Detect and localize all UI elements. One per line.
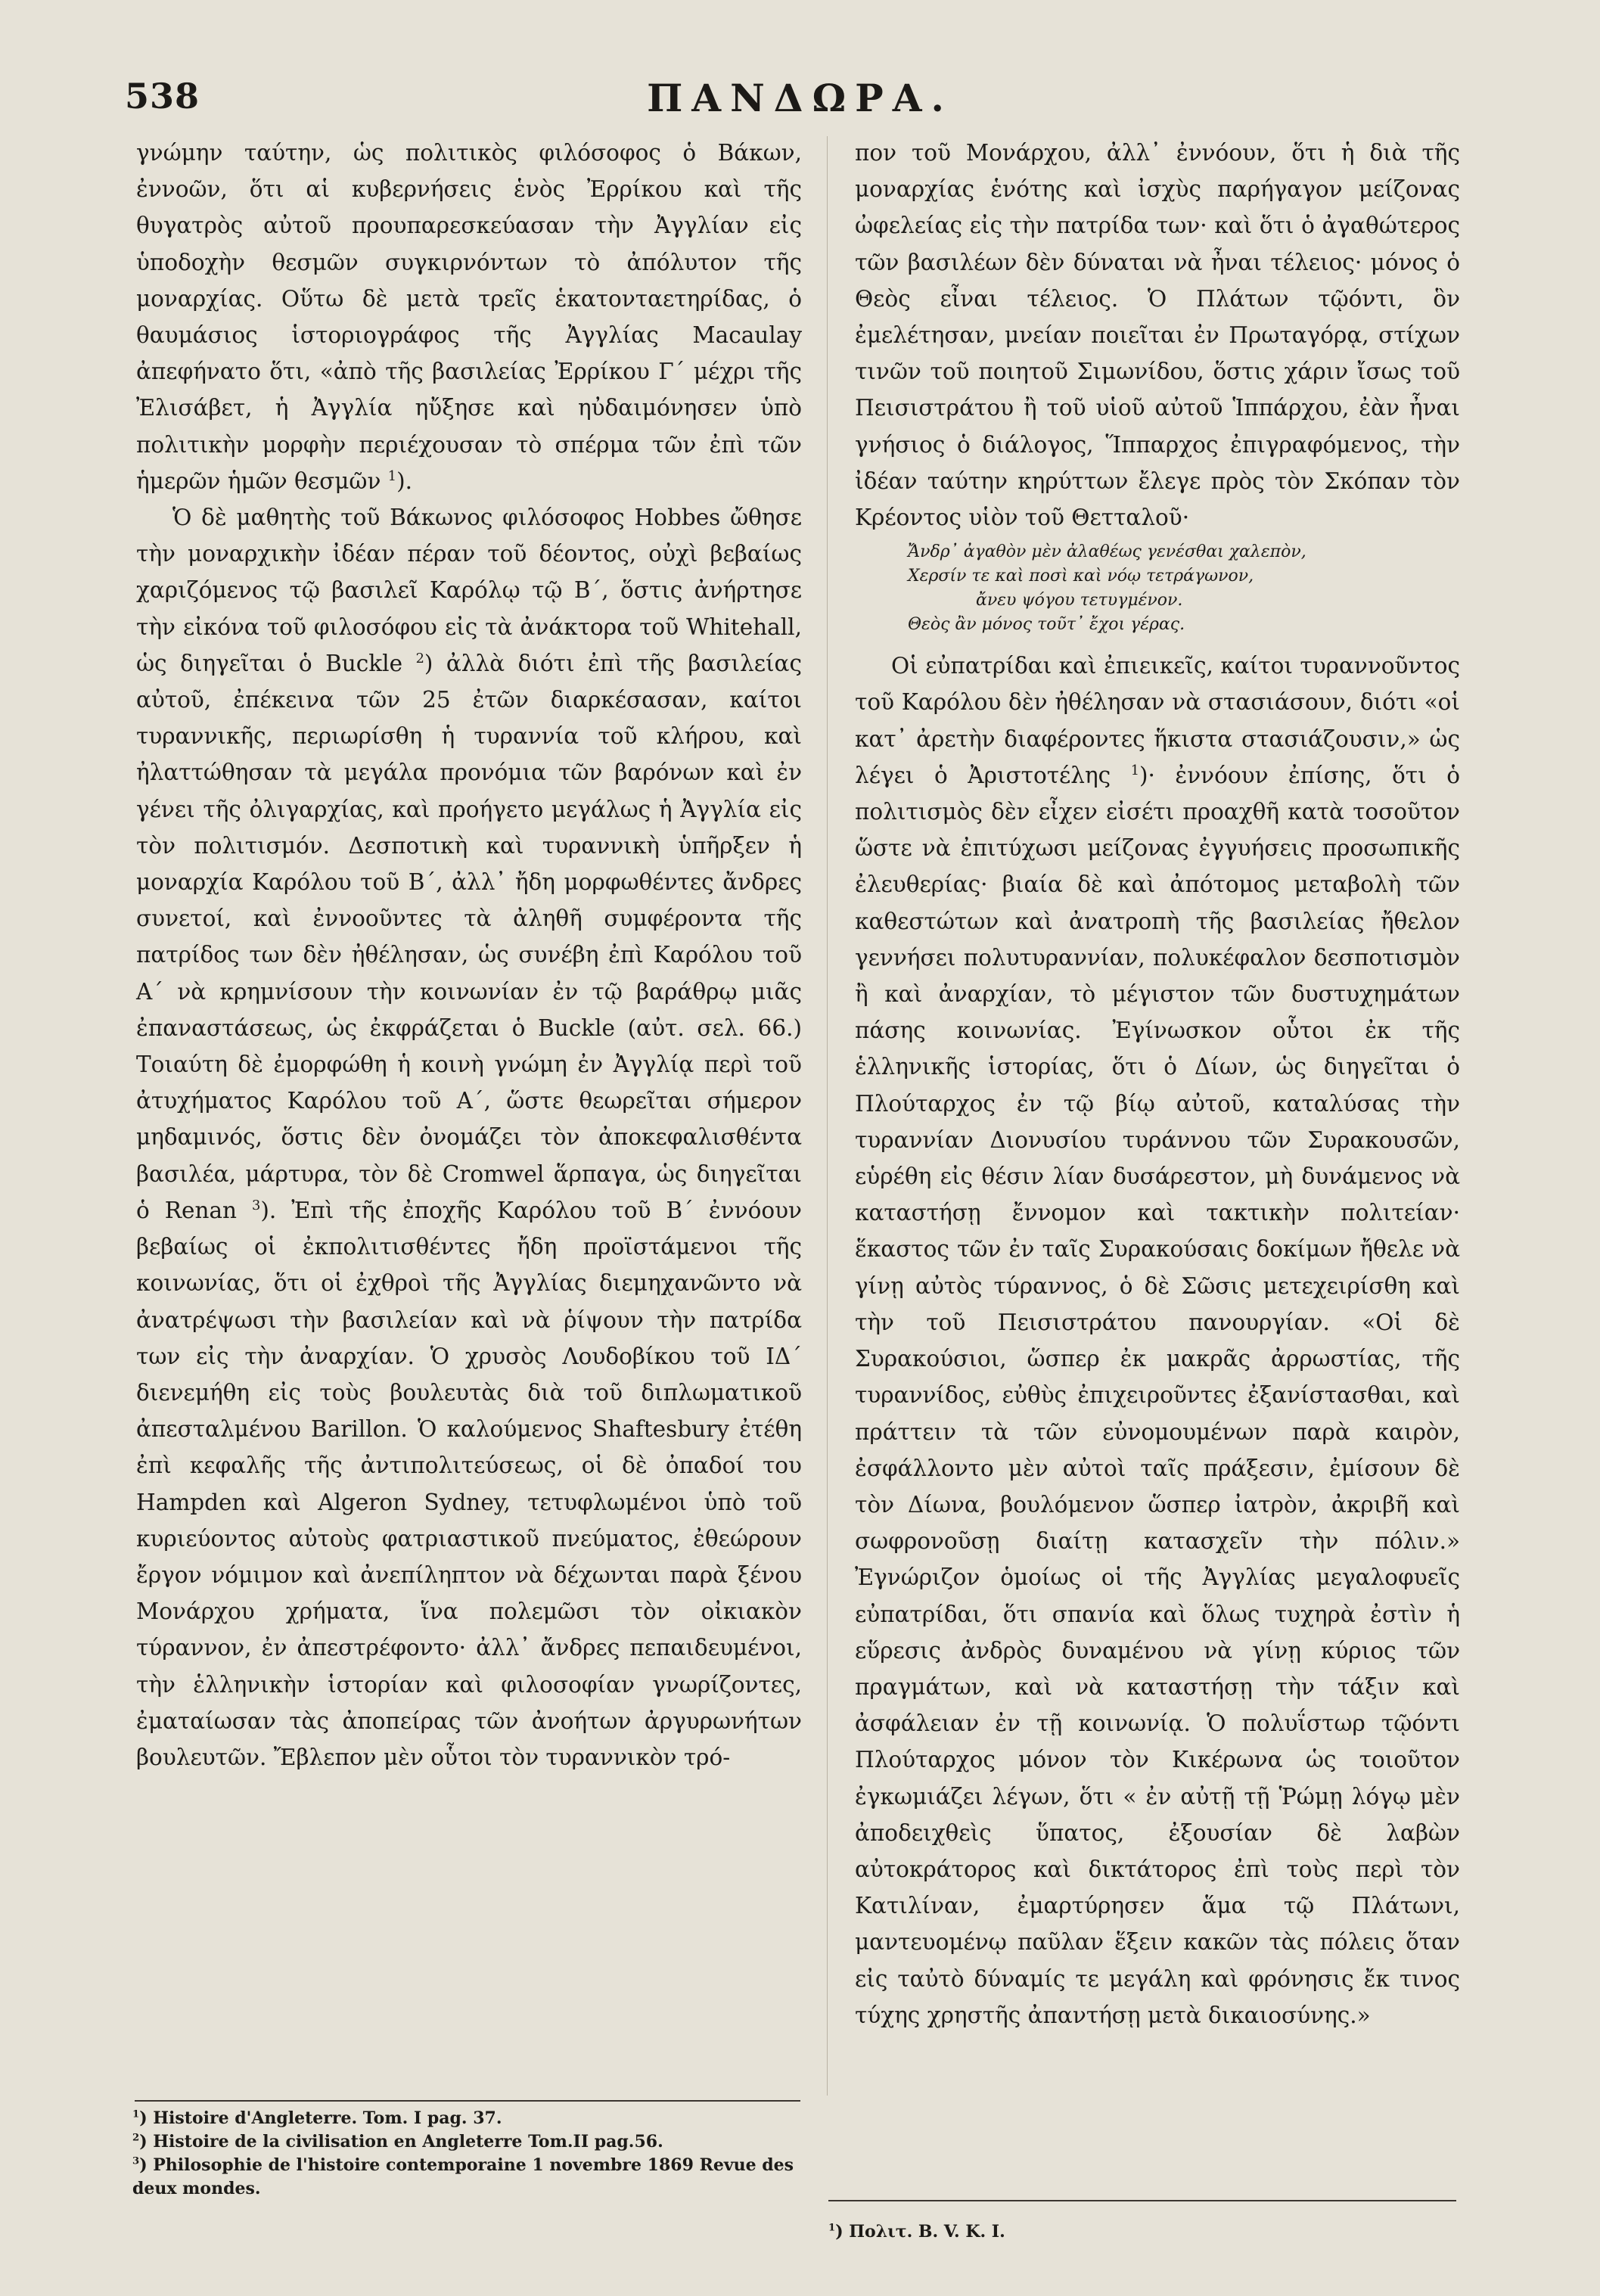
page-header [0,76,1600,129]
footnote-ref: 3 [252,1198,261,1214]
footnotes-right [828,2220,1464,2244]
footnotes-left [132,2107,798,2201]
footnote-ref: 2 [415,651,424,667]
verse-line: Χερσίν τε καὶ ποσὶ καὶ νόῳ τετράγωνον, [908,567,1254,586]
right-paragraph-2: Οἱ εὐπατρίδαι καὶ ἐπιεικεῖς, καίτοι τυραννοῦντος τοῦ Καρόλου δὲν ἠθέλησαν νὰ στασιάσουν, διότι «οἱ κατ᾽ ἀρετὴν διαφέροντες ἥκιστα στασιάζουσιν,» ὡς λέγει ὁ Ἀριστοτέλης $^1$)· ἐννόουν ἐπίσης, ὅτι ὁ πολιτισμὸς δὲν εἶχεν εἰσέτι προαχθῆ κατὰ τοσοῦτον ὥστε νὰ ἐπιτύχωσι μείζονας ἐγγυήσεις προσωπικῆς ἐλευθερίας· βιαία δὲ καὶ ἀπότομος μεταβολὴ τῶν καθεστώτων καὶ ἀνατροπὴ τῆς βασιλείας ἤθελον γεννήσει πολυτυραννίαν, πολυκέφαλον δεσποτισμὸν ἢ καὶ ἀναρχίαν, τὸ μέγιστον τῶν δυστυχημάτων πάσης κοινωνίας. Ἐγίνωσκον οὗτοι ἐκ τῆς ἑλληνικῆς ἱστορίας, ὅτι ὁ Δίων, ὡς διηγεῖται ὁ Πλούταρχος ἐν τῷ βίῳ αὐτοῦ, καταλύσας τὴν τυραννίαν Διονυσίου τυράννου τῶν Συρακουσῶν, εὑρέθη εἰς θέσιν λίαν δυσάρεστον, μὴ δυνάμενος νὰ καταστήσῃ ἔννομον καὶ τακτικὴν πολιτείαν· ἕκαστος τῶν ἐν ταῖς Συρακούσαις δοκίμων ἤθελε νὰ γίνῃ αὐτὸς τύραννος, ὁ δὲ Σῶσις μετεχειρίσθη καὶ τὴν τοῦ Πεισιστράτου πανουργίαν. «Οἱ δὲ Συρακούσιοι, ὥσπερ ἐκ μακρᾶς ἀρρωστίας, τῆς τυραννίδος, εὐθὺς ἐπιχειροῦντες ἐξανίστασθαι, καὶ πράττειν τὰ τῶν εὐνομουμένων παρὰ καιρὸν, ἐσφάλλοντο μὲν αὐτοὶ ταῖς πράξεσιν, ἐμίσουν δὲ τὸν Δίωνα, βουλόμενον ὥσπερ ἰατρὸν, ἀκριβῆ καὶ σωφρονοῦσῃ διαίτῃ κατασχεῖν τὴν πόλιν.» Ἐγνώριζον ὁμοίως οἱ τῆς Ἀγγλίας μεγαλοφυεῖς εὐπατρίδαι, ὅτι σπανία καὶ ὅλως τυχηρὰ ἐστὶν ἡ εὕρεσις ἀνδρὸς δυναμένου νὰ γίνῃ κύριος τῶν πραγμάτων, καὶ νὰ καταστήσῃ τὴν τάξιν καὶ ἀσφάλειαν ἐν τῇ κοινωνίᾳ. Ὁ πολυΐστωρ τῷόντι Πλούταρχος μόνον τὸν Κικέρωνα ὡς τοιοῦτον ἐγκωμιάζει λέγων, ὅτι « ἐν αὐτῇ τῇ Ῥώμῃ λόγῳ μὲν ἀποδειχθεὶς ὕπατος, ἐξουσίαν δὲ λαβὼν αὐτοκράτορος καὶ δικτάτορος ἐπὶ τοὺς περὶ τὸν Κατιλίναν, ἐμαρτύρησεν ἅμα τῷ Πλάτωνι, μαντευομένῳ παῦλαν ἕξειν κακῶν τὰς πόλεις ὅταν εἰς ταὐτὸ δύναμίς τε μεγάλη καὶ φρόνησις ἔκ τινος τύχης χρηστῆς ἀπαντήσῃ μετὰ δικαιοσύνης.» [855,653,1460,2028]
left-paragraph-2: Ὁ δὲ μαθητὴς τοῦ Βάκωνος φιλόσοφος Hobbes ὤθησε τὴν μοναρχικὴν ἰδέαν πέραν τοῦ δέοντος, οὐχὶ βεβαίως χαριζόμενος τῷ βασιλεῖ Καρόλῳ τῷ Β΄, ὅστις ἀνήρτησε τὴν εἰκόνα τοῦ φιλοσόφου εἰς τὰ ἀνάκτορα τοῦ Whitehall, ὡς διηγεῖται ὁ Buckle $^2$) ἀλλὰ διότι ἐπὶ τῆς βασιλείας αὐτοῦ, ἐπέκεινα τῶν 25 ἐτῶν διαρκέσασαν, καίτοι τυραννικῆς, περιωρίσθη ἡ τυραννία τοῦ κλήρου, καὶ ἠλαττώθησαν τὰ μεγάλα προνόμια τῶν βαρόνων καὶ ἐν γένει τῆς ὀλιγαρχίας, καὶ προήγετο μεγάλως ἡ Ἀγγλία εἰς τὸν πολιτισμόν. Δεσποτικὴ καὶ τυραννικὴ ὑπῆρξεν ἡ μοναρχία Καρόλου τοῦ Β΄, ἀλλ᾽ ἤδη μορφωθέντες ἄνδρες συνετοί, καὶ ἐννοοῦντες τὰ ἀληθῆ συμφέροντα τῆς πατρίδος των δὲν ἠθέλησαν, ὡς συνέβη ἐπὶ Καρόλου τοῦ Α΄ νὰ κρημνίσουν τὴν κοινωνίαν ἐν τῷ βαράθρῳ μιᾶς ἐπαναστάσεως, ὡς ἐκφράζεται ὁ Buckle (αὐτ. σελ. 66.) Τοιαύτη δὲ ἐμορφώθη ἡ κοινὴ γνώμη ἐν Ἀγγλίᾳ περὶ τοῦ ἀτυχήματος Καρόλου τοῦ Α΄, ὥστε θεωρεῖται σήμερον μηδαμινός, ὅστις δὲν ὀνομάζει τὸν ἀποκεφαλισθέντα βασιλέα, μάρτυρα, τὸν δὲ Cromwel ἅρπαγα, ὡς διηγεῖται ὁ Renan $^3$). Ἐπὶ τῆς ἐποχῆς Καρόλου τοῦ Β΄ ἐννόουν βεβαίως οἱ ἐκπολιτισθέντες ἤδη προϊστάμενοι τῆς κοινωνίας, ὅτι οἱ ἐχθροὶ τῆς Ἀγγλίας διεμηχανῶντο νὰ ἀνατρέψωσι τὴν βασιλείαν καὶ νὰ ῥίψουν τὴν πατρίδα των εἰς τὴν ἀναρχίαν. Ὁ χρυσὸς Λουδοβίκου τοῦ ΙΔ΄ διενεμήθη εἰς τοὺς βουλευτὰς διὰ τοῦ διπλωματικοῦ ἀπεσταλμένου Barillon. Ὁ καλούμενος Shaftesbury ἐτέθη ἐπὶ κεφαλῆς τῆς ἀντιπολιτεύσεως, οἱ δὲ ὀπαδοί του Hampden καὶ Algeron Sydney, τετυφλωμένοι ὑπὸ τοῦ κυριεύοντος αὐτοὺς φατριαστικοῦ πνεύματος, ἐθεώρουν ἔργον νόμιμον καὶ ἀνεπίληπτον νὰ δέχωνται παρὰ ξένου Μονάρχου χρήματα, ἵνα πολεμῶσι τὸν οἰκιακὸν τύραννον, ἐν ἀπεστρέφοντο· ἀλλ᾽ ἄνδρες πεπαιδευμένοι, τὴν ἑλληνικὴν ἱστορίαν καὶ φιλοσοφίαν γνωρίζοντες, ἐματαίωσαν τὰς ἀποπείρας τῶν ἀνοήτων ἀργυρωνήτων βουλευτῶν. Ἔβλεπον μὲν οὗτοι τὸν τυραννικὸν τρό- [136,505,802,1770]
footnote: $^3$) Philosophie de l'histoire contemporaine 1 novembre 1869 Revue des deux mondes. [132,2155,794,2198]
footnote-rule-left [135,2100,800,2102]
left-column [136,135,802,1776]
page-number: 538 [125,76,200,117]
running-title: ΠΑΝΔΩΡΑ. [647,76,953,120]
footnote: $^1$) Histoire d'Angleterre. Tom. I pag. 37. [132,2108,502,2128]
right-column [855,135,1460,2033]
footnote-rule-right [828,2200,1456,2201]
footnote: $^1$) Πολιτ. B. V. K. I. [828,2222,1005,2242]
verse-quote [855,540,1460,637]
footnote: $^2$) Histoire de la civilisation en Angleterre Tom.II pag.56. [132,2132,663,2152]
footnote-ref: 1 [1130,763,1139,779]
footnote-ref: 1 [387,469,397,484]
right-paragraph-1: πον τοῦ Μονάρχου, ἀλλ᾽ ἐννόουν, ὅτι ἡ διὰ τῆς μοναρχίας ἑνότης καὶ ἰσχὺς παρήγαγον μείζονας ὠφελείας εἰς τὴν πατρίδα των· καὶ ὅτι ὁ ἀγαθώτερος τῶν βασιλέων δὲν δύναται νὰ ἦναι τέλειος· μόνος ὁ Θεὸς εἶναι τέλειος. Ὁ Πλάτων τῷόντι, ὃν ἐμελέτησαν, μνείαν ποιεῖται ἐν Πρωταγόρᾳ, στίχων τινῶν τοῦ ποιητοῦ Σιμωνίδου, ὅστις χάριν ἴσως τοῦ Πεισιστράτου ἢ τοῦ υἱοῦ αὐτοῦ Ἱππάρχου, ἐὰν ἦναι γνήσιος ὁ διάλογος, Ἵππαρχος ἐπιγραφόμενος, τὴν ἰδέαν ταύτην κηρύττων ἔλεγε πρὸς τὸν Σκόπαν τὸν Κρέοντος υἱὸν τοῦ Θετταλοῦ· [855,140,1460,531]
column-divider [827,136,828,2096]
verse-line: ἄνευ ψόγου τετυγμένον. [976,591,1183,611]
verse-line: Θεὸς ἂν μόνος τοῦτ᾽ ἔχοι γέρας. [908,615,1185,635]
left-paragraph-1: γνώμην ταύτην, ὡς πολιτικὸς φιλόσοφος ὁ Βάκων, ἐννοῶν, ὅτι αἱ κυβερνήσεις ἑνὸς Ἐρρίκου καὶ τῆς θυγατρὸς αὐτοῦ προυπαρεσκεύασαν τὴν Ἀγγλίαν εἰς ὑποδοχὴν θεσμῶν συγκιρνόντων τὸ ἀπόλυτον τῆς μοναρχίας. Οὕτω δὲ μετὰ τρεῖς ἑκατονταετηρίδας, ὁ θαυμάσιος ἱστοριογράφος τῆς Ἀγγλίας Macaulay ἀπεφήνατο ὅτι, «ἀπὸ τῆς βασιλείας Ἐρρίκου Γ΄ μέχρι τῆς Ἐλισάβετ, ἡ Ἀγγλία ηὔξησε καὶ ηὐδαιμόνησεν ὑπὸ πολιτικὴν μορφὴν περιέχουσαν τὸ σπέρμα τῶν ἐπὶ τῶν ἡμερῶν ἡμῶν θεσμῶν $^1$). [136,140,802,494]
verse-line: Ἄνδρ᾽ ἀγαθὸν μὲν ἀλαθέως γενέσθαι χαλεπὸν, [908,542,1306,562]
